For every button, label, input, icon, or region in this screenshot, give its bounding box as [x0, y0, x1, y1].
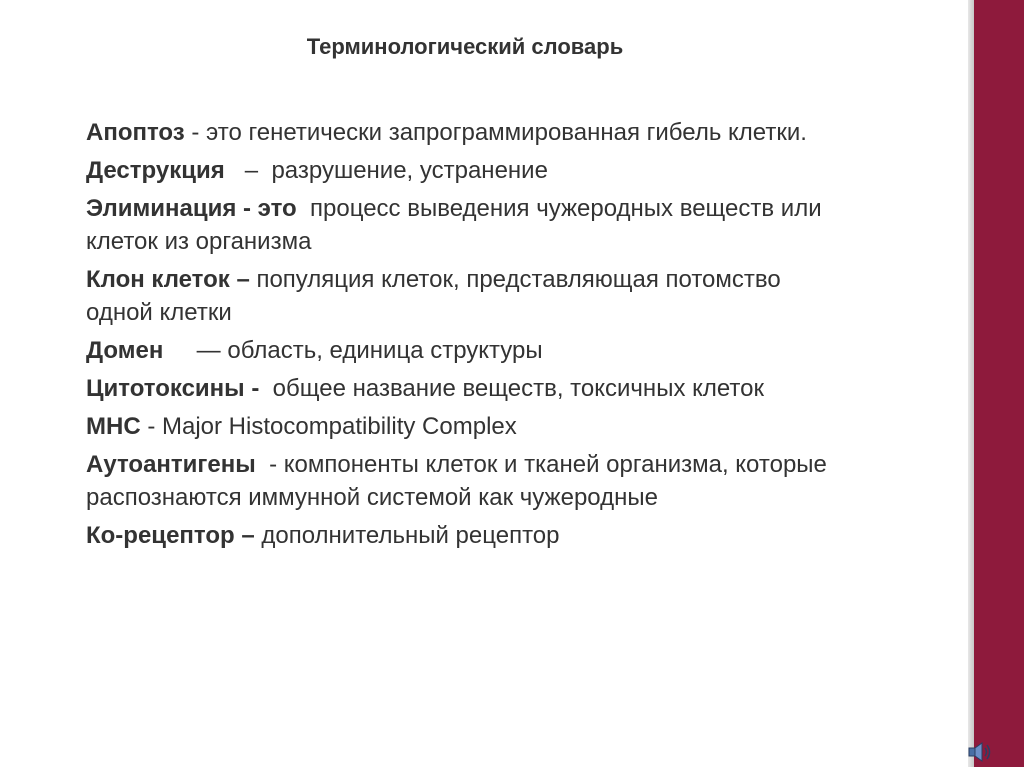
term-name: Цитотоксины - — [86, 375, 260, 402]
term-name: Домен — [86, 337, 164, 364]
term-name: Элиминация - это — [86, 195, 297, 222]
term-name: Апоптоз — [86, 119, 185, 146]
term-entry — [86, 410, 846, 443]
term-entry — [86, 116, 846, 149]
term-name: Клон клеток – — [86, 266, 250, 293]
term-list — [86, 116, 846, 557]
term-definition: — область, единица структуры — [163, 337, 543, 364]
term-name: Ко-рецептор – — [86, 522, 255, 549]
term-entry — [86, 263, 846, 329]
term-name: Деструкция — [86, 157, 225, 184]
slide-title: Терминологический словарь — [306, 34, 624, 59]
accent-bar — [974, 0, 1024, 767]
term-definition: дополнительный рецептор — [254, 522, 560, 549]
term-definition: процесс выведения чужеродных веществ или клеток из организма — [86, 195, 829, 255]
term-definition: популяция клеток, представляющая потомство одной клетки — [86, 266, 788, 326]
term-name: Аутоантигены — [86, 451, 256, 478]
term-name: MHC — [86, 413, 141, 440]
term-definition: - это генетически запрограммированная гибель клетки. — [184, 119, 807, 146]
term-definition: – разрушение, устранение — [224, 157, 548, 184]
term-entry — [86, 192, 846, 258]
term-entry — [86, 448, 846, 514]
term-entry — [86, 154, 846, 187]
term-definition: - компоненты клеток и тканей организма, которые распознаются иммунной системой как чужеродные — [86, 451, 834, 511]
speaker-icon[interactable] — [966, 741, 994, 763]
term-entry — [86, 334, 846, 367]
term-entry — [86, 372, 846, 405]
term-entry — [86, 519, 846, 552]
term-definition: общее название веществ, токсичных клеток — [259, 375, 764, 402]
term-definition: - Major Histocompatibility Complex — [140, 413, 517, 440]
